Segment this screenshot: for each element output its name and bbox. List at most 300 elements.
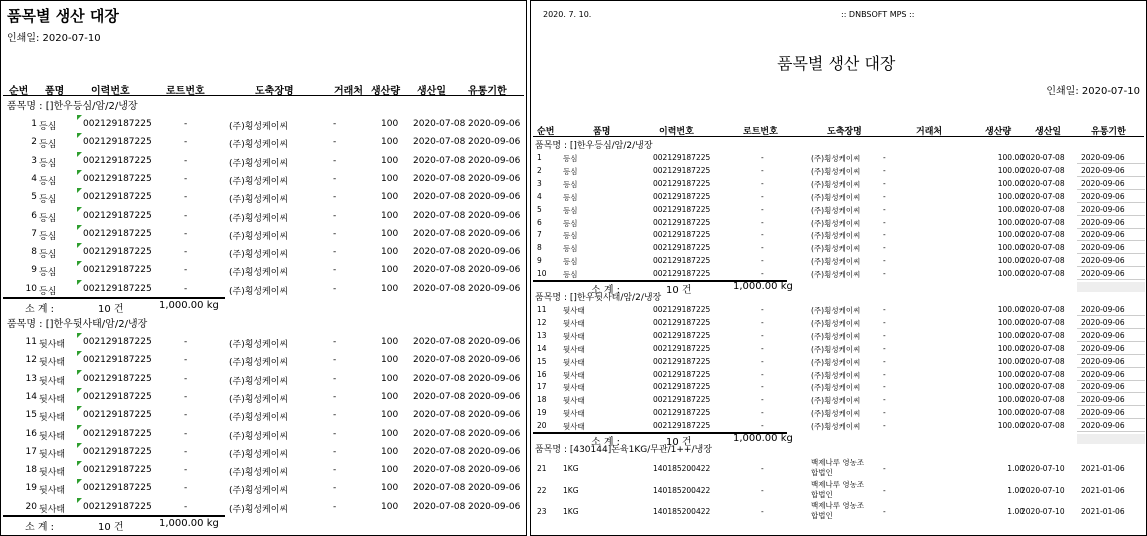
table-cell: 백제나루 영농조합법인	[811, 479, 865, 499]
table-cell: 100	[381, 192, 399, 203]
table-cell: 2020-09-06	[1081, 408, 1125, 418]
table-cell: 2020-09-06	[1081, 230, 1125, 240]
table-cell: 2020-07-08	[413, 465, 466, 476]
row-rule	[1077, 279, 1145, 280]
table-cell: 100.00	[997, 256, 1024, 266]
table-row	[533, 303, 1144, 316]
table-row	[533, 501, 1144, 522]
table-cell: 뒷사태	[563, 409, 585, 419]
table-cell: 12	[537, 317, 547, 327]
table-cell: -	[883, 507, 886, 516]
table-cell: 20	[25, 501, 37, 512]
table-cell: (주)횡성케이씨	[229, 468, 289, 479]
table-cell: -	[761, 153, 764, 162]
table-cell: 2020-09-06	[468, 465, 521, 476]
table-cell: 002129187225	[653, 165, 711, 175]
table-row	[533, 458, 1144, 479]
table-cell: -	[761, 382, 764, 392]
table-row	[533, 190, 1144, 203]
table-cell: (주)횡성케이씨	[229, 122, 289, 132]
table-cell: 8	[537, 243, 542, 253]
table-cell: 2020-07-08	[1021, 204, 1065, 214]
cell-comment-marker	[77, 425, 82, 430]
table-row	[3, 207, 524, 225]
table-cell: 100	[381, 247, 399, 258]
table-cell: 뒷사태	[39, 394, 66, 405]
table-cell: 8	[31, 247, 37, 258]
table-cell: -	[333, 137, 337, 148]
table-cell: -	[184, 501, 188, 512]
table-row	[3, 188, 524, 206]
table-cell: 100.00	[997, 165, 1024, 175]
col-header: 이력번호	[659, 127, 694, 137]
table-cell: 100	[381, 446, 399, 457]
table-cell: 2020-07-08	[1021, 243, 1065, 253]
table-cell: 2020-07-08	[1021, 395, 1065, 405]
table-row	[3, 261, 524, 279]
table-cell: 2020-09-06	[1081, 330, 1125, 340]
table-cell: -	[883, 204, 886, 214]
table-cell: 2020-07-08	[413, 192, 466, 203]
table-cell: 뒷사태	[563, 344, 585, 354]
table-cell: 뒷사태	[39, 468, 66, 479]
table-cell: 2020-09-06	[1081, 395, 1125, 405]
table-cell: 2020-07-08	[1021, 343, 1065, 353]
table-cell: 2020-07-08	[413, 119, 466, 129]
table-cell: 002129187225	[83, 265, 152, 276]
table-cell: (주)횡성케이씨	[811, 318, 861, 328]
table-cell: 2020-07-08	[1021, 191, 1065, 201]
table-cell: (주)횡성케이씨	[811, 244, 861, 254]
table-cell: 2020-09-06	[468, 337, 521, 347]
table-cell: -	[761, 464, 764, 473]
table-cell: 18	[25, 465, 37, 476]
table-cell: 등심	[39, 195, 57, 206]
table-cell: -	[184, 373, 188, 384]
table-cell: 등심	[563, 218, 578, 228]
table-cell: -	[333, 483, 337, 494]
table-cell: (주)횡성케이씨	[229, 358, 289, 369]
table-row	[533, 151, 1144, 164]
table-cell: 2021-01-06	[1081, 485, 1125, 495]
table-cell: 14	[25, 391, 37, 402]
table-cell: 19	[25, 483, 37, 494]
table-cell: (주)횡성케이씨	[229, 286, 289, 297]
group-label: 품목명 : [430144]돈육1KG/무관/1++/냉장	[535, 445, 712, 455]
table-cell: 6	[31, 210, 37, 221]
table-cell: 002129187225	[653, 217, 711, 227]
table-cell: 3	[537, 178, 542, 188]
table-cell: (주)횡성케이씨	[811, 357, 861, 367]
table-cell: 2020-07-08	[413, 410, 466, 421]
table-row	[533, 329, 1144, 342]
table-row	[533, 216, 1144, 229]
subtotal-shade	[1077, 434, 1145, 444]
table-cell: 13	[537, 330, 547, 340]
table-cell: -	[761, 330, 764, 340]
table-cell: (주)횡성케이씨	[811, 270, 861, 280]
table-cell: -	[883, 256, 886, 266]
table-cell: -	[333, 410, 337, 421]
table-cell: (주)횡성케이씨	[229, 486, 289, 497]
table-cell: 002129187225	[83, 483, 152, 494]
table-cell: -	[333, 428, 337, 439]
table-cell: 002129187225	[83, 465, 152, 476]
table-cell: 2020-09-06	[468, 355, 521, 366]
table-cell: 2020-07-08	[413, 173, 466, 184]
table-cell: 100.00	[997, 330, 1024, 340]
table-cell: -	[333, 155, 337, 166]
table-cell: -	[333, 228, 337, 239]
table-cell: 100	[381, 355, 399, 366]
table-cell: 2020-09-06	[468, 228, 521, 239]
table-cell: 1.00	[1007, 464, 1024, 473]
table-cell: 2020-07-08	[1021, 230, 1065, 240]
table-cell: 19	[537, 408, 547, 418]
table-cell: 2020-07-08	[413, 355, 466, 366]
table-cell: -	[883, 395, 886, 405]
table-cell: 100.00	[997, 269, 1024, 279]
table-cell: 10	[25, 283, 37, 294]
subtotal-count: 10 건	[666, 437, 692, 448]
table-cell: -	[184, 355, 188, 366]
table-cell: -	[333, 501, 337, 512]
table-cell: 2020-09-06	[1081, 356, 1125, 366]
print-date: 인쇄일: 2020-07-10	[1046, 86, 1140, 97]
table-cell: -	[883, 421, 886, 431]
table-cell: 2020-09-06	[1081, 317, 1125, 327]
table-cell: -	[761, 256, 764, 266]
table-row	[3, 443, 524, 461]
table-cell: -	[184, 337, 188, 347]
table-cell: 등심	[563, 257, 578, 267]
table-row	[533, 355, 1144, 368]
table-cell: 100.00	[997, 395, 1024, 405]
table-cell: 9	[537, 256, 542, 266]
table-cell: 002129187225	[83, 501, 152, 512]
table-cell: 2020-07-08	[1021, 421, 1065, 431]
print-date: 인쇄일: 2020-07-10	[7, 33, 101, 44]
subtotal-label: 소 계 :	[25, 522, 55, 533]
table-cell: -	[761, 356, 764, 366]
table-cell: 2020-09-06	[1081, 153, 1125, 162]
table-cell: -	[761, 204, 764, 214]
table-cell: -	[761, 191, 764, 201]
table-cell: 1	[31, 119, 37, 129]
table-cell: -	[184, 428, 188, 439]
table-cell: -	[184, 465, 188, 476]
table-cell: (주)횡성케이씨	[811, 205, 861, 215]
table-cell: -	[184, 210, 188, 221]
table-cell: -	[333, 283, 337, 294]
table-cell: 002129187225	[83, 173, 152, 184]
table-row	[533, 177, 1144, 190]
table-cell: 1.00	[1007, 485, 1024, 495]
table-row	[533, 480, 1144, 501]
table-cell: 100	[381, 465, 399, 476]
table-cell: -	[761, 165, 764, 175]
table-cell: 100.00	[997, 421, 1024, 431]
table-cell: 2020-09-06	[1081, 305, 1125, 314]
table-cell: -	[333, 265, 337, 276]
table-cell: 뒷사태	[39, 376, 66, 387]
table-cell: (주)횡성케이씨	[811, 383, 861, 393]
table-cell: 뒷사태	[563, 331, 585, 341]
table-row	[533, 419, 1144, 432]
col-header: 순번	[537, 127, 555, 137]
table-cell: 2020-07-08	[413, 137, 466, 148]
table-cell: -	[184, 483, 188, 494]
table-cell: -	[333, 173, 337, 184]
table-cell: 002129187225	[83, 155, 152, 166]
table-cell: 뒷사태	[563, 306, 585, 315]
table-cell: -	[883, 330, 886, 340]
table-cell: 2020-07-08	[1021, 217, 1065, 227]
table-cell: -	[761, 178, 764, 188]
subtotal-amount: 1,000.00 kg	[733, 281, 793, 292]
table-cell: 002129187225	[653, 369, 711, 379]
table-cell: 뒷사태	[39, 340, 66, 350]
col-header: 로트번호	[743, 127, 778, 137]
table-cell: 16	[537, 369, 547, 379]
subtotal-count: 10 건	[98, 304, 124, 315]
table-cell: 등심	[563, 154, 578, 163]
table-cell: (주)횡성케이씨	[229, 504, 289, 515]
subtotal-row	[3, 298, 303, 314]
table-cell: 2020-09-06	[468, 265, 521, 276]
table-cell: 1	[537, 153, 542, 162]
table-cell: 2020-09-06	[1081, 343, 1125, 353]
table-cell: 100	[381, 337, 399, 347]
table-cell: 2020-07-08	[1021, 317, 1065, 327]
table-cell: -	[883, 408, 886, 418]
table-cell: 2020-07-08	[413, 373, 466, 384]
table-cell: -	[883, 178, 886, 188]
table-cell: 뒷사태	[39, 504, 66, 515]
table-cell: 100	[381, 210, 399, 221]
table-cell: 12	[25, 355, 37, 366]
table-cell: 100.00	[997, 317, 1024, 327]
col-header: 도축장명	[255, 86, 294, 97]
table-cell: 002129187225	[653, 153, 711, 162]
table-cell: -	[761, 421, 764, 431]
table-cell: 등심	[563, 179, 578, 189]
table-row	[3, 388, 524, 406]
table-cell: 2020-07-08	[413, 428, 466, 439]
table-cell: 2020-07-08	[1021, 330, 1065, 340]
table-cell: 뒷사태	[39, 413, 66, 424]
cell-comment-marker	[77, 351, 82, 356]
table-cell: (주)횡성케이씨	[811, 344, 861, 354]
col-header: 생산일	[1035, 127, 1062, 137]
table-cell: 2020-09-06	[468, 137, 521, 148]
table-cell: 2020-09-06	[468, 428, 521, 439]
table-cell: 100	[381, 173, 399, 184]
table-cell: (주)횡성케이씨	[229, 340, 289, 350]
cell-comment-marker	[77, 280, 82, 285]
table-cell: 뒷사태	[563, 396, 585, 406]
row-rule	[1077, 431, 1145, 432]
table-row	[3, 152, 524, 170]
table-cell: -	[184, 137, 188, 148]
table-cell: 2020-09-06	[468, 192, 521, 203]
table-cell: -	[333, 355, 337, 366]
table-cell: -	[883, 343, 886, 353]
table-cell: 002129187225	[83, 446, 152, 457]
table-row	[533, 203, 1144, 216]
table-cell: -	[883, 317, 886, 327]
table-cell: 뒷사태	[39, 486, 66, 497]
table-cell: 002129187225	[83, 391, 152, 402]
table-cell: -	[333, 391, 337, 402]
cell-comment-marker	[77, 188, 82, 193]
table-cell: 100	[381, 119, 399, 129]
print-timestamp: 2020. 7. 10.	[543, 10, 592, 19]
table-cell: 백제나루 영농조합법인	[811, 501, 865, 520]
table-cell: 뒷사태	[563, 422, 585, 432]
table-cell: -	[184, 119, 188, 129]
cell-comment-marker	[77, 152, 82, 157]
table-cell: (주)횡성케이씨	[229, 140, 289, 151]
table-cell: 3	[31, 155, 37, 166]
table-cell: 2020-09-06	[1081, 243, 1125, 253]
table-cell: (주)횡성케이씨	[229, 176, 289, 187]
table-cell: 2020-09-06	[1081, 382, 1125, 392]
table-cell: 2020-07-08	[1021, 356, 1065, 366]
table-cell: -	[761, 395, 764, 405]
table-cell: -	[883, 269, 886, 279]
table-cell: 등심	[39, 140, 57, 151]
table-cell: 100	[381, 483, 399, 494]
cell-comment-marker	[77, 115, 82, 120]
table-cell: 100.00	[997, 408, 1024, 418]
table-row	[3, 225, 524, 243]
group-label: 품목명 : []한우등심/암/2/냉장	[7, 101, 138, 112]
table-cell: 2020-07-08	[1021, 382, 1065, 392]
table-cell: -	[883, 230, 886, 240]
report-preview-left	[0, 0, 527, 536]
table-cell: 2020-07-08	[413, 283, 466, 294]
table-cell: (주)횡성케이씨	[811, 231, 861, 241]
table-cell: 2	[31, 137, 37, 148]
cell-comment-marker	[77, 333, 82, 338]
cell-comment-marker	[77, 406, 82, 411]
table-cell: (주)횡성케이씨	[229, 268, 289, 279]
table-cell: 등심	[563, 270, 578, 280]
table-cell: 등심	[563, 166, 578, 176]
table-cell: 16	[25, 428, 37, 439]
table-cell: -	[761, 243, 764, 253]
table-cell: 2020-09-06	[468, 391, 521, 402]
table-cell: 2020-07-08	[413, 265, 466, 276]
report-title: 품목별 생산 대장	[777, 54, 896, 73]
col-header: 생산일	[417, 86, 446, 97]
subtotal-count: 10 건	[666, 285, 692, 296]
table-cell: 2020-09-06	[468, 173, 521, 184]
table-cell: 2020-07-08	[1021, 305, 1065, 314]
table-cell: 9	[31, 265, 37, 276]
group-label: 품목명 : []한우뒷사태/암/2/냉장	[7, 319, 148, 330]
subtotal-amount: 1,000.00 kg	[159, 518, 219, 529]
table-cell: 002129187225	[83, 228, 152, 239]
table-cell: -	[184, 192, 188, 203]
table-cell: (주)횡성케이씨	[811, 218, 861, 228]
table-cell: 100	[381, 283, 399, 294]
table-cell: -	[883, 485, 886, 495]
col-header: 유통기한	[468, 86, 507, 97]
table-cell: 2020-09-06	[468, 283, 521, 294]
table-row	[3, 170, 524, 188]
table-cell: 10	[537, 269, 547, 279]
table-cell: (주)횡성케이씨	[229, 231, 289, 242]
cell-comment-marker	[77, 370, 82, 375]
cell-comment-marker	[77, 243, 82, 248]
table-cell: 2020-09-06	[1081, 269, 1125, 279]
table-cell: 등심	[563, 205, 578, 215]
table-row	[3, 133, 524, 151]
table-cell: 2020-07-10	[1021, 507, 1065, 516]
table-cell: 2020-07-08	[413, 391, 466, 402]
table-cell: -	[761, 343, 764, 353]
col-header: 이력번호	[91, 86, 130, 97]
table-header	[533, 122, 1144, 137]
table-cell: 100.00	[997, 382, 1024, 392]
table-cell: 2020-07-08	[1021, 165, 1065, 175]
table-cell: -	[883, 464, 886, 473]
table-cell: 2020-09-06	[1081, 256, 1125, 266]
table-cell: -	[761, 369, 764, 379]
table-row	[3, 425, 524, 443]
table-cell: -	[761, 408, 764, 418]
table-cell: 2020-09-06	[1081, 369, 1125, 379]
table-cell: 2020-07-08	[1021, 369, 1065, 379]
col-header: 품명	[45, 86, 65, 97]
table-row	[3, 351, 524, 369]
col-header: 거래처	[334, 86, 363, 97]
subtotal-label: 소 계 :	[25, 304, 55, 315]
table-cell: (주)횡성케이씨	[229, 158, 289, 169]
table-cell: -	[184, 247, 188, 258]
table-cell: 2020-09-06	[468, 210, 521, 221]
table-cell: 002129187225	[653, 178, 711, 188]
table-cell: 002129187225	[83, 373, 152, 384]
report-preview-right	[530, 0, 1147, 536]
table-cell: 17	[537, 382, 547, 392]
table-cell: 2020-09-06	[1081, 191, 1125, 201]
table-cell: 7	[537, 230, 542, 240]
table-cell: 1KG	[563, 485, 579, 495]
table-cell: 140185200422	[653, 507, 711, 516]
table-cell: 2020-09-06	[468, 501, 521, 512]
col-header: 생산량	[985, 127, 1012, 137]
table-cell: 2020-09-06	[468, 410, 521, 421]
table-cell: 2020-07-08	[413, 501, 466, 512]
table-cell: 002129187225	[653, 204, 711, 214]
table-cell: (주)횡성케이씨	[811, 396, 861, 406]
table-cell: 등심	[39, 250, 57, 261]
table-cell: 002129187225	[653, 395, 711, 405]
table-cell: (주)횡성케이씨	[229, 213, 289, 224]
table-cell: (주)횡성케이씨	[229, 431, 289, 442]
table-cell: 2021-01-06	[1081, 464, 1125, 473]
table-cell: 002129187225	[83, 428, 152, 439]
table-cell: 100.00	[997, 243, 1024, 253]
cell-comment-marker	[77, 170, 82, 175]
table-cell: 2020-07-10	[1021, 464, 1065, 473]
table-cell: -	[184, 391, 188, 402]
table-cell: 1KG	[563, 507, 579, 516]
table-cell: 2020-09-06	[468, 247, 521, 258]
